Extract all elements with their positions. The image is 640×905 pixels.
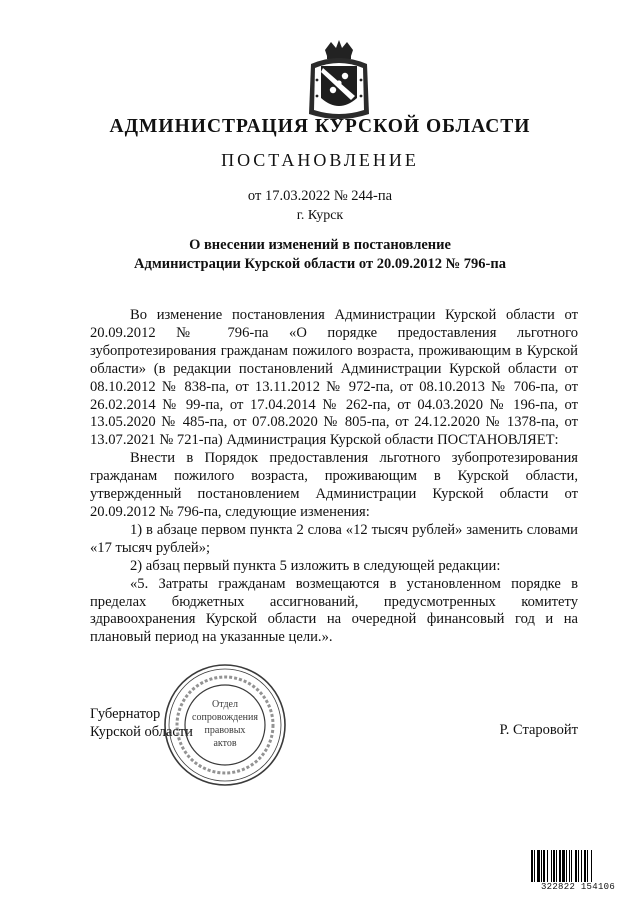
barcode-bar xyxy=(571,850,572,882)
barcode-number: 322822 154106 xyxy=(540,882,616,892)
barcode-bar xyxy=(531,850,533,882)
barcode-bar xyxy=(569,850,570,882)
stamp-line-3: правовых xyxy=(204,725,246,736)
organization-name: АДМИНИСТРАЦИЯ КУРСКОЙ ОБЛАСТИ xyxy=(109,116,531,137)
signatory-name: Р. Старовойт xyxy=(499,722,578,738)
barcode-bar xyxy=(578,850,579,882)
barcode-bar xyxy=(581,850,582,882)
barcode-bar xyxy=(541,850,542,882)
barcode-bar xyxy=(584,850,586,882)
body-paragraph-5: «5. Затраты гражданам возмещаются в установленном порядке в пределах бюджетных ассигнований, предусмотренных комитету здравоохранения Курской области на очередной финансовый год и на плановый период на указанные цели.». xyxy=(90,575,578,646)
barcode-bar xyxy=(547,850,548,882)
barcode-bar xyxy=(534,850,535,882)
document-body xyxy=(90,307,578,647)
barcode-bar xyxy=(537,850,540,882)
document-city: г. Курск xyxy=(296,208,344,223)
barcode-bar xyxy=(566,850,567,882)
body-paragraph-1: Во изменение постановления Администрации Курской области от 20.09.2012 № 796-па «О порядке предоставления льготного зубопротезирования гражданам пожилого возраста, проживающим в Курской области» (в редакции постановлений Администрации Курской области от 08.10.2012 № 838-па, от 13.11.2012 № 972-па, от 08.10.2013 № 706-па, от 26.02.2014 № 99-па, от 17.04.2014 № 262-па, от 04.03.2020 № 196-па, от 13.05.2020 № 485-па, от 07.08.2020 № 805-па, от 24.12.2020 № 1378-па, от 13.07.2021 № 721-па) Администрация Курской области ПОСТАНОВЛЯЕТ: xyxy=(90,307,578,449)
document-date-number: от 17.03.2022 № 244-па xyxy=(247,188,393,204)
body-paragraph-2: Внести в Порядок предоставления льготного зубопротезирования гражданам пожилого возраста, проживающим в Курской области, утвержденный постановлением Администрации Курской области от 20.09.2012 № 796-па, следующие изменения: xyxy=(90,450,578,520)
barcode-bar xyxy=(556,850,557,882)
document-type: ПОСТАНОВЛЕНИЕ xyxy=(221,150,419,170)
position-line-2: Курской области xyxy=(90,724,193,740)
stamp-line-4: актов xyxy=(213,738,237,749)
barcode-bar xyxy=(553,850,555,882)
barcode-bar xyxy=(543,850,545,882)
document-title xyxy=(0,236,640,274)
barcode-bars xyxy=(530,850,626,882)
barcode-bar xyxy=(562,850,565,882)
position-line-1: Губернатор xyxy=(90,706,161,722)
stamp-line-1: Отдел xyxy=(212,699,238,710)
barcode-bar xyxy=(591,850,592,882)
title-line-2: Администрации Курской области от 20.09.2012 № 796-па xyxy=(134,256,506,272)
stamp-line-2: сопровождения xyxy=(192,712,258,723)
body-paragraph-4: 2) абзац первый пункта 5 изложить в следующей редакции: xyxy=(130,557,501,574)
title-line-1: О внесении изменений в постановление xyxy=(189,237,451,253)
body-paragraph-3: 1) в абзаце первом пункта 2 слова «12 тысяч рублей» заменить словами «17 тысяч рублей»; xyxy=(90,521,578,556)
barcode-bar xyxy=(551,850,552,882)
barcode-bar xyxy=(559,850,561,882)
barcode xyxy=(530,850,626,892)
kursk-coat-of-arms-icon xyxy=(303,40,375,122)
barcode-bar xyxy=(587,850,588,882)
barcode-bar xyxy=(575,850,577,882)
official-stamp xyxy=(160,660,290,790)
